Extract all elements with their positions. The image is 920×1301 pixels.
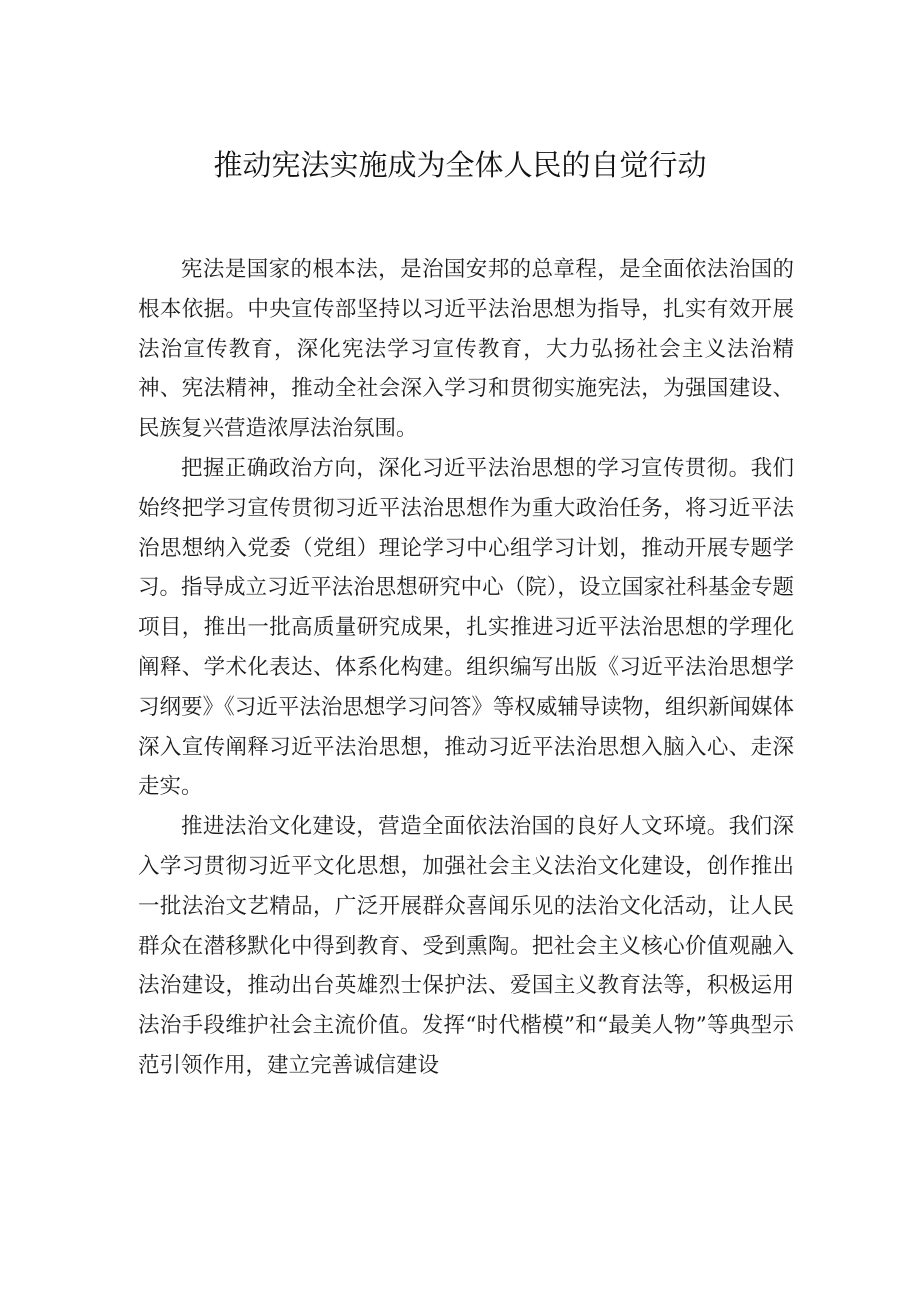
- paragraph-political-direction: 把握正确政治方向，深化习近平法治思想的学习宣传贯彻。我们始终把学习宣传贯彻习近平法治思想作为重大政治任务，将习近平法治思想纳入党委（党组）理论学习中心组学习计划，推动开展专题学习。指导成立习近平法治思想研究中心（院），设立国家社科基金专题项目，推出一批高质量研究成果，扎实推进习近平法治思想的学理化阐释、学术化表达、体系化构建。组织编写出版《习近平法治思想学习纲要》《习近平法治思想学习问答》等权威辅导读物，组织新闻媒体深入宣传阐释习近平法治思想，推动习近平法治思想入脑入心、走深走实。: [138, 455, 794, 800]
- paragraph-constitution-intro: 宪法是国家的根本法，是治国安邦的总章程，是全面依法治国的根本依据。中央宣传部坚持以习近平法治思想为指导，扎实有效开展法治宣传教育，深化宪法学习宣传教育，大力弘扬社会主义法治精神、宪法精神，推动全社会深入学习和贯彻实施宪法，为强国建设、民族复兴营造浓厚法治氛围。: [138, 257, 794, 442]
- document-title: 推动宪法实施成为全体人民的自觉行动: [213, 148, 707, 182]
- document-body: [138, 250, 794, 1086]
- paragraph-legal-culture: 推进法治文化建设，营造全面依法治国的良好人文环境。我们深入学习贯彻习近平文化思想，加强社会主义法治文化建设，创作推出一批法治文艺精品，广泛开展群众喜闻乐见的法治文化活动，让人民群众在潜移默化中得到教育、受到熏陶。把社会主义核心价值观融入法治建设，推动出台英雄烈士保护法、爱国主义教育法等，积极运用法治手段维护社会主流价值。发挥“时代楷模”和“最美人物”等典型示范引领作用，建立完善诚信建设: [138, 814, 794, 1078]
